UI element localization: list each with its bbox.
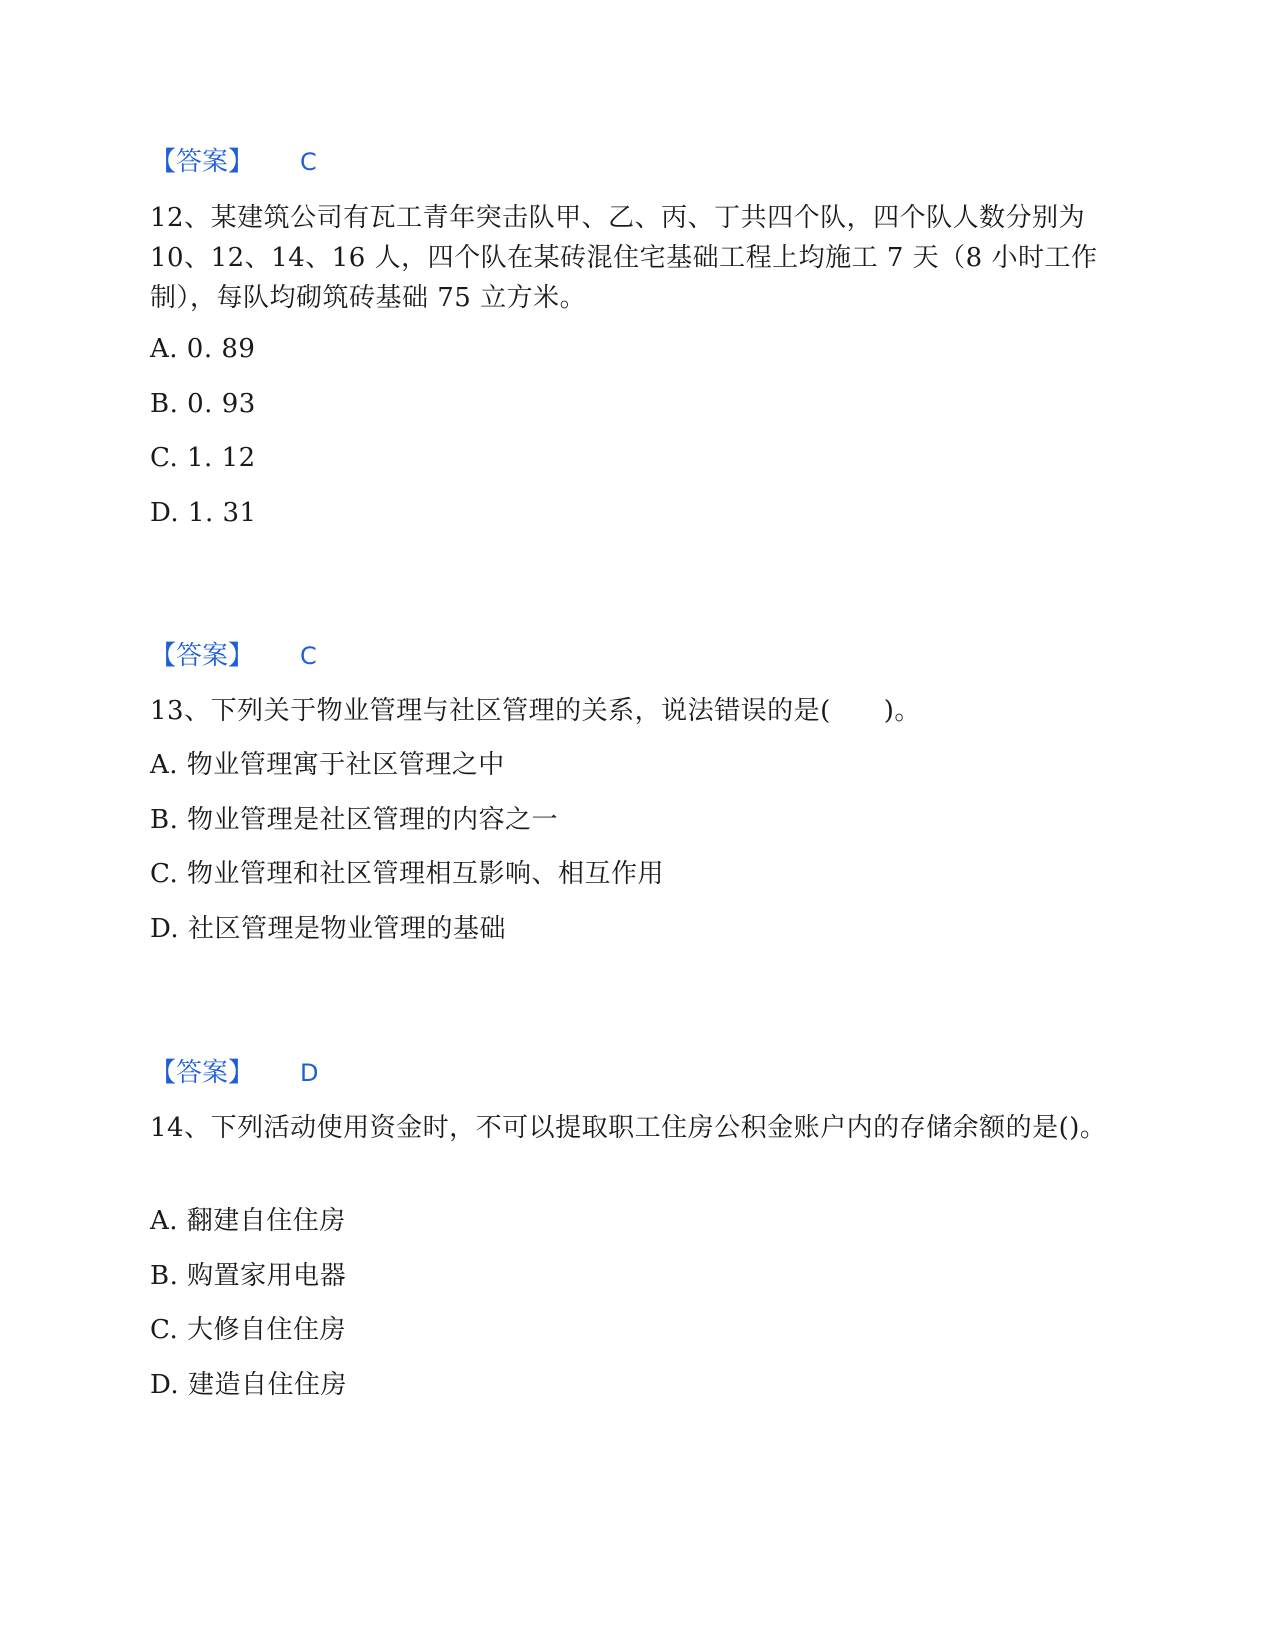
- option-c: C. 大修自住住房: [150, 1315, 346, 1345]
- option-d: D. 社区管理是物业管理的基础: [150, 914, 506, 944]
- answer-letter: C: [300, 148, 317, 176]
- option-d: D. 1. 31: [150, 498, 257, 528]
- option-a: A. 翻建自住住房: [150, 1206, 346, 1236]
- option-a: A. 0. 89: [150, 334, 256, 364]
- answer-label: 【答案】: [150, 147, 255, 177]
- option-b: B. 购置家用电器: [150, 1261, 347, 1291]
- answer-letter: C: [300, 642, 317, 670]
- option-a: A. 物业管理寓于社区管理之中: [150, 750, 505, 780]
- option-c: C. 1. 12: [150, 443, 256, 473]
- question-text: 14、下列活动使用资金时，不可以提取职工住房公积金账户内的存储余额的是()。: [150, 1113, 1107, 1143]
- answer-line: [150, 146, 317, 178]
- answer-label: 【答案】: [150, 641, 255, 671]
- answer-letter: D: [300, 1059, 319, 1087]
- option-c: C. 物业管理和社区管理相互影响、相互作用: [150, 859, 664, 889]
- question-text: 13、下列关于物业管理与社区管理的关系，说法错误的是( )。: [150, 696, 921, 726]
- answer-label: 【答案】: [150, 1058, 255, 1088]
- answer-line: [150, 1057, 319, 1089]
- option-b: B. 物业管理是社区管理的内容之一: [150, 805, 559, 835]
- option-b: B. 0. 93: [150, 389, 256, 419]
- question-text: 12、某建筑公司有瓦工青年突击队甲、乙、丙、丁共四个队，四个队人数分别为 10、12、14、16 人，四个队在某砖混住宅基础工程上均施工 7 天（8 小时工作制），每队均砌筑砖基础 75 立方米。: [150, 203, 1098, 313]
- option-d: D. 建造自住住房: [150, 1370, 347, 1400]
- answer-line: [150, 640, 317, 672]
